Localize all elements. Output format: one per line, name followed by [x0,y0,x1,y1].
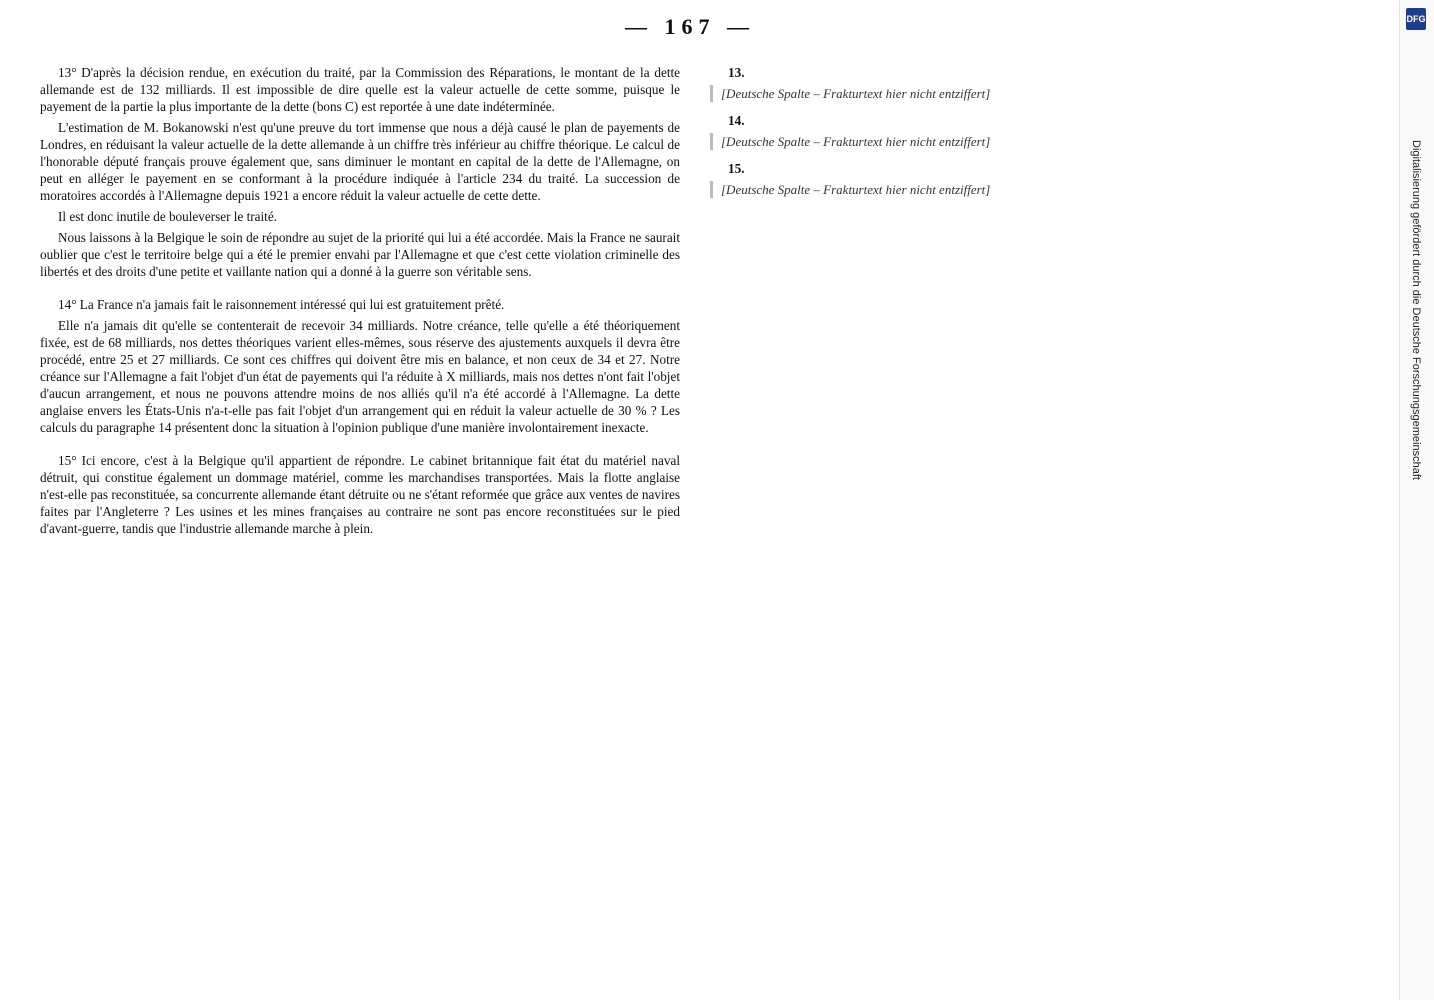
section-label: 13. [728,65,745,80]
fraktur-note: [Deutsche Spalte – Frakturtext hier nicht entziffert] [710,85,1350,102]
paragraph: Nous laissons à la Belgique le soin de répondre au sujet de la priorité qui lui a été accordée. Mais la France ne saurait oublier que c'est le territoire belge qui a été le premier envahi par l'Allemagne et que c'est cette violation criminelle des libertés et des droits d'une petite et vaillante nation qui a donné à la guerre son véritable sens. [40,230,680,279]
section-15-de [710,160,1350,198]
fraktur-note: [Deutsche Spalte – Frakturtext hier nicht entziffert] [710,181,1350,198]
paragraph: L'estimation de M. Bokanowski n'est qu'une preuve du tort immense que nous a déjà causé le plan de payements de Londres, en réduisant la valeur actuelle de la dette allemande à un chiffre très inférieur au chiffre théorique. Le calcul de l'honorable député français prouve également que, sans diminuer le montant en capital de la dette de l'Allemagne, on peut en alléger le payement en se conformant à la procédure indiquée à l'article 234 du traité. La succession de moratoires accordés à l'Allemagne depuis 1921 a encore réduit la valeur actuelle de cette dette. [40,120,680,203]
section-label: 14. [728,113,745,128]
section-14-fr [40,296,680,436]
paragraph: Elle n'a jamais dit qu'elle se contenterait de recevoir 34 milliards. Notre créance, telle qu'elle a été théoriquement fixée, est de 68 milliards, nos dettes théoriques varient elles-mêmes, sous réserve des ajustements auxquels il devra être procédé, entre 25 et 27 milliards. Ce sont ces chiffres qui doivent être mis en balance, et non ceux de 34 et 27. Notre créance sur l'Allemagne a fait l'objet d'un état de payements qui l'a réduite à X milliards, mais nos dettes n'ont fait l'objet d'aucun arrangement, et nous ne pouvons attendre moins de nos alliés qu'il n'a été accordé à l'Allemagne. La dette anglaise envers les États-Unis n'a-t-elle pas fait l'objet d'un arrangement qui en réduit la valeur actuelle de 30 % ? Les calculs du paragraphe 14 présentent donc la situation à l'opinion publique d'une manière involontairement inexacte. [40,318,680,435]
german-column [710,64,1350,208]
fraktur-note: [Deutsche Spalte – Frakturtext hier nicht entziffert] [710,133,1350,150]
paragraph: Il est donc inutile de bouleverser le traité. [58,209,277,224]
section-14-de [710,112,1350,150]
dfg-sidebar [1399,0,1434,1000]
section-13-de [710,64,1350,102]
page-number: — 167 — [625,14,755,39]
paragraph: 14° La France n'a jamais fait le raisonnement intéressé qui lui est gratuitement prêté. [58,297,505,312]
section-15-fr [40,452,680,537]
dfg-caption: Digitalisierung gefördert durch die Deutsche Forschungsgemeinschaft [1410,140,1422,480]
paragraph: 15° Ici encore, c'est à la Belgique qu'il appartient de répondre. Le cabinet britannique fait état du matériel naval détruit, qui constitue également un dommage matériel, comme les marchandises transportées. Mais la flotte anglaise n'est-elle pas reconstituée, sa concurrente allemande étant détruite ou ne s'étant reformée que grâce aux ventes de navires faites par l'Angleterre ? Les usines et les mines françaises au contraire ne sont pas encore reconstituées sur le pied d'avant-guerre, tandis que l'industrie allemande marche à plein. [40,453,680,536]
dfg-logo: DFG [1406,8,1426,30]
french-column [40,64,680,547]
section-13-fr [40,64,680,280]
section-label: 15. [728,161,745,176]
paragraph: 13° D'après la décision rendue, en exécution du traité, par la Commission des Réparations, le montant de la dette allemande est de 132 milliards. Il est impossible de dire quelle est la valeur actuelle de cette somme, puisque le payement de la partie la plus importante de la dette (bons C) est reportée à une date indéterminée. [40,65,680,114]
